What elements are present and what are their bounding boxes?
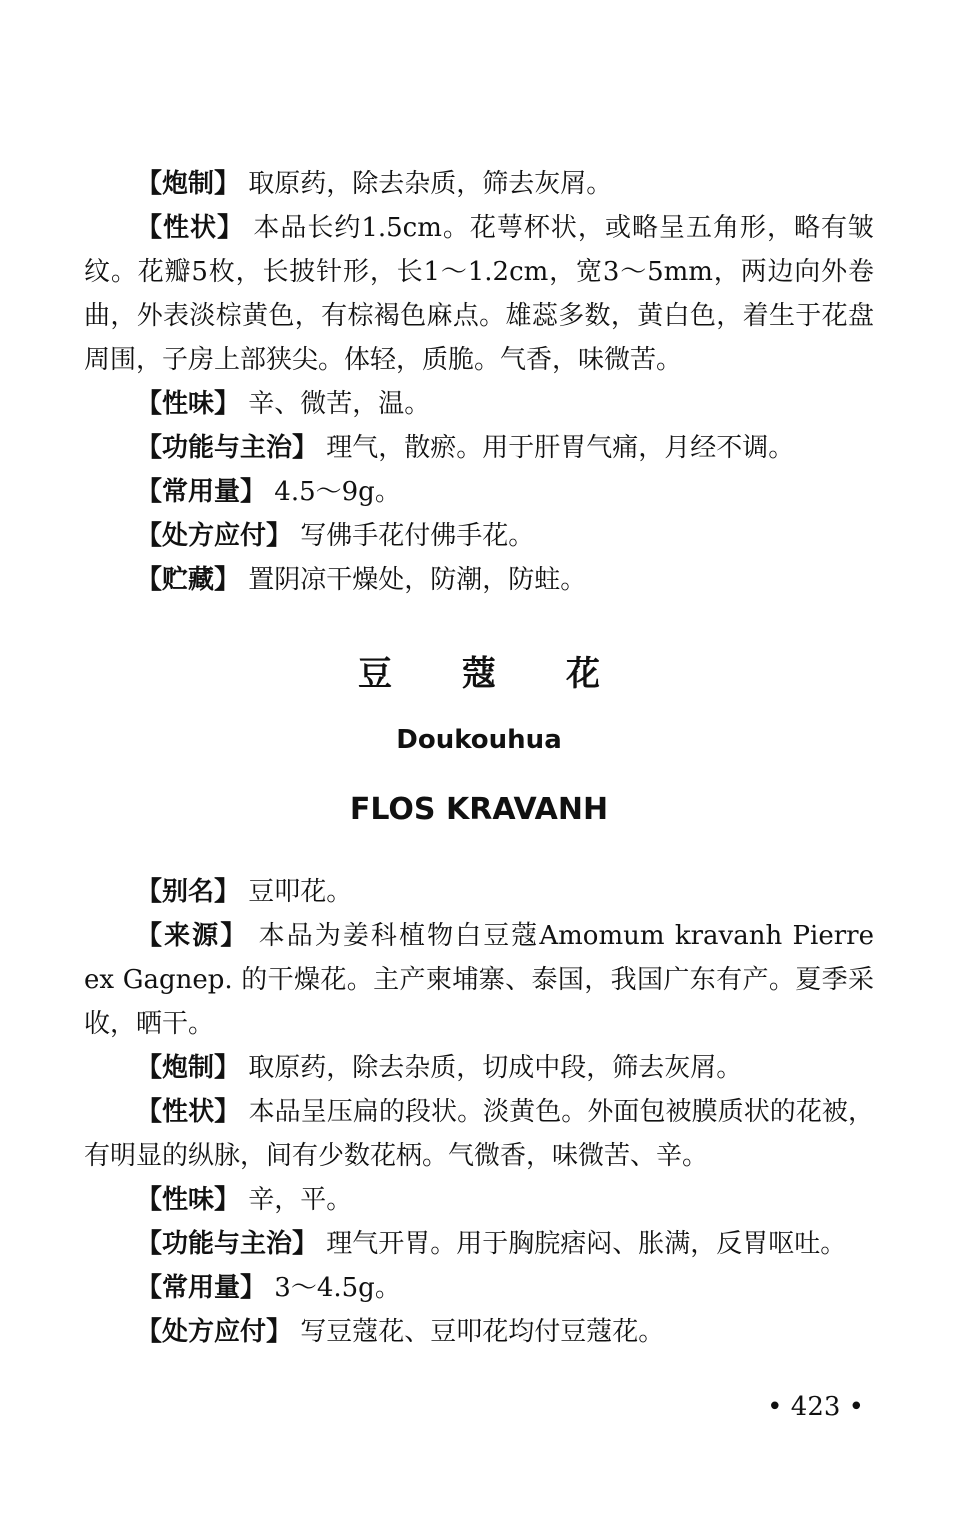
taste-label: 【性味】: [136, 389, 241, 419]
taste-paragraph: [84, 382, 874, 426]
alias-label: 【别名】: [136, 877, 241, 907]
dosage-text-2: 3～4.5g。: [274, 1273, 401, 1303]
taste-label-2: 【性味】: [136, 1185, 241, 1215]
dosage-label-2: 【常用量】: [136, 1273, 267, 1303]
prescription-label-2: 【处方应付】: [136, 1317, 293, 1347]
dosage-label: 【常用量】: [136, 477, 267, 507]
storage-text: 置阴凉干燥处，防潮，防蛀。: [248, 565, 587, 595]
description-paragraph: [84, 206, 874, 382]
page-content: [84, 162, 874, 1354]
function-paragraph-2: [84, 1222, 874, 1266]
entry-title-latin: FLOS KRAVANH: [349, 792, 609, 827]
prescription-paragraph-2: [84, 1310, 874, 1354]
taste-text-2: 辛，平。: [248, 1185, 353, 1215]
function-label: 【功能与主治】: [136, 433, 319, 463]
prescription-label: 【处方应付】: [136, 521, 293, 551]
description-label: 【性状】: [136, 213, 245, 243]
processing-paragraph: [84, 162, 874, 206]
processing-label: 【炮制】: [136, 169, 241, 199]
entry-title-chinese: 豆蔻花: [358, 654, 670, 694]
processing-label-2: 【炮制】: [136, 1053, 241, 1083]
taste-paragraph-2: [84, 1178, 874, 1222]
description-label-2: 【性状】: [136, 1097, 241, 1127]
taste-text: 辛、微苦，温。: [248, 389, 431, 419]
prescription-text: 写佛手花付佛手花。: [300, 521, 535, 551]
dosage-paragraph-2: [84, 1266, 874, 1310]
alias-paragraph: [84, 870, 874, 914]
entry-title-pinyin: Doukouhua: [396, 725, 562, 755]
function-label-2: 【功能与主治】: [136, 1229, 319, 1259]
source-label: 【来源】: [136, 921, 249, 951]
processing-paragraph-2: [84, 1046, 874, 1090]
description-paragraph-2: [84, 1090, 874, 1178]
function-text-2: 理气开胃。用于胸脘痞闷、胀满，反胃呕吐。: [326, 1229, 847, 1259]
storage-paragraph: [84, 558, 874, 602]
storage-label: 【贮藏】: [136, 565, 241, 595]
description-text: 本品长约1.5cm。花萼杯状，或略呈五角形，略有皱纹。花瓣5枚，长披针形，长1～1.2cm，宽3～5mm，两边向外卷曲，外表淡棕黄色，有棕褐色麻点。雄蕊多数，黄白色，着生于花盘周围，子房上部狭尖。体轻，质脆。气香，味微苦。: [84, 213, 874, 375]
alias-text: 豆叩花。: [248, 877, 353, 907]
source-paragraph: [84, 914, 874, 1046]
dosage-paragraph: [84, 470, 874, 514]
processing-text-2: 取原药，除去杂质，切成中段，筛去灰屑。: [248, 1053, 743, 1083]
source-text: 本品为姜科植物白豆蔻Amomum kravanh Pierre ex Gagnep. 的干燥花。主产柬埔寨、泰国，我国广东有产。夏季采收，晒干。: [84, 921, 874, 1039]
description-text-2: 本品呈压扁的段状。淡黄色。外面包被膜质状的花被，有明显的纵脉，间有少数花柄。气微香，味微苦、辛。: [84, 1097, 874, 1171]
prescription-text-2: 写豆蔻花、豆叩花均付豆蔻花。: [300, 1317, 665, 1347]
prescription-paragraph: [84, 514, 874, 558]
processing-text: 取原药，除去杂质，筛去灰屑。: [248, 169, 613, 199]
function-paragraph: [84, 426, 874, 470]
function-text: 理气，散瘀。用于肝胃气痛，月经不调。: [326, 433, 795, 463]
page-number: • 423 •: [767, 1392, 864, 1422]
dosage-text: 4.5～9g。: [274, 477, 401, 507]
